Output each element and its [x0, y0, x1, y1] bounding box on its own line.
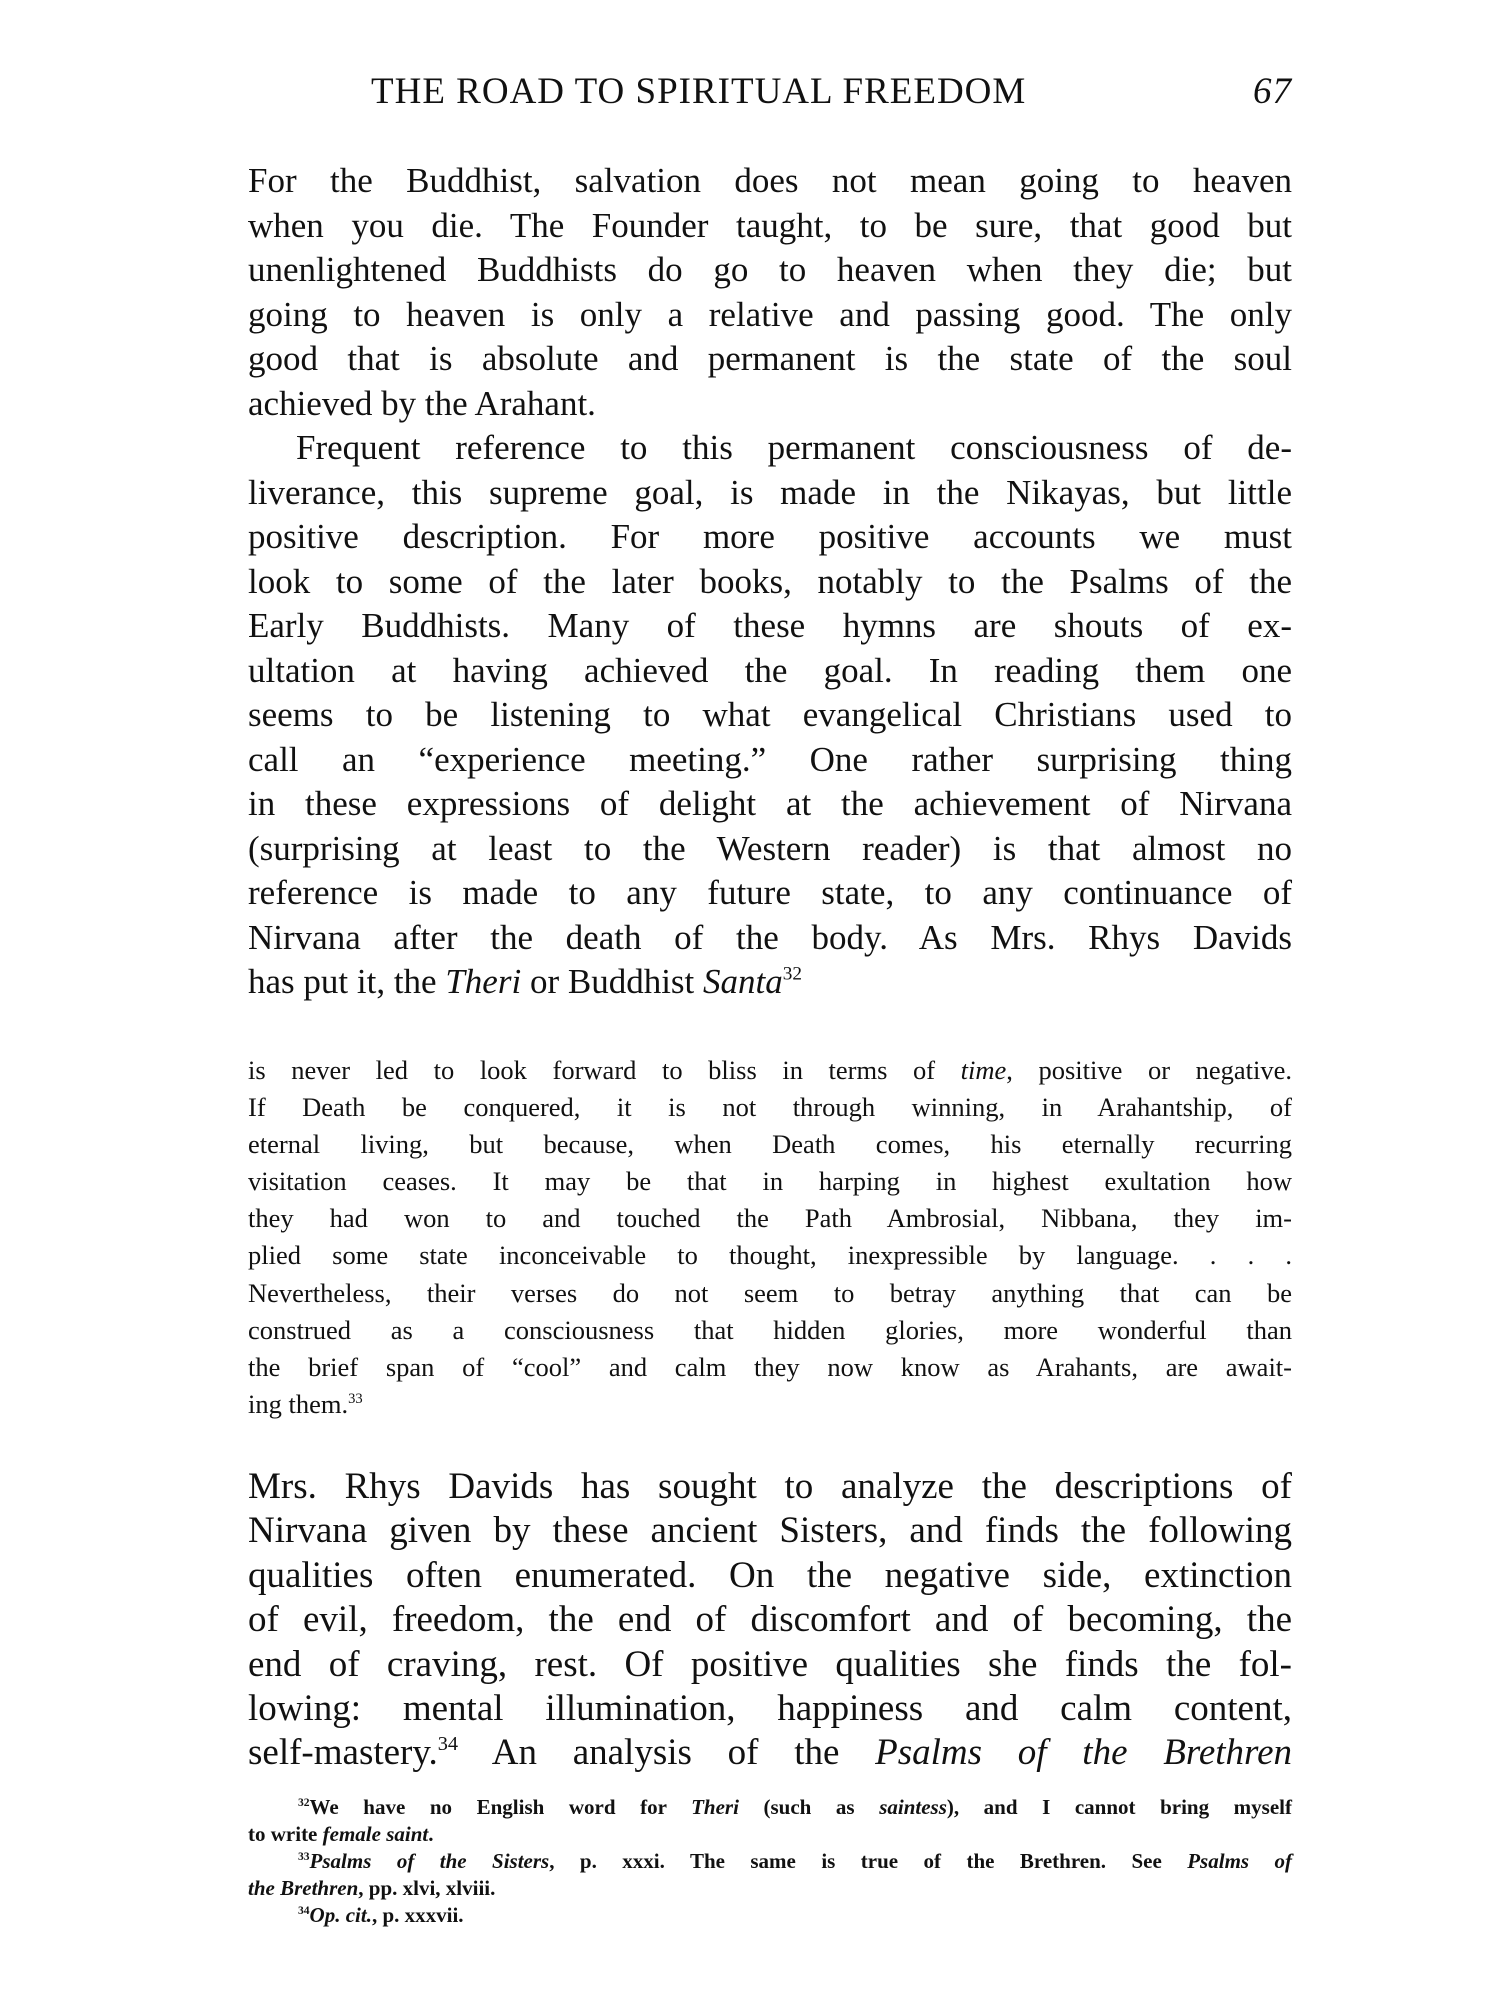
text-run: Frequent reference to this permanent consciousness of de- — [296, 428, 1292, 467]
text-run: For the Buddhist, salvation does not mean going to heaven — [248, 161, 1292, 200]
footnote-ref: 32 — [782, 963, 803, 985]
running-header — [371, 70, 1292, 120]
italic-text: time — [960, 1055, 1007, 1085]
text-run: Nirvana after the death of the body. As Mrs. Rhys Davids — [248, 917, 1292, 957]
text-run: reference is made to any future state, to any continuance of — [248, 873, 1292, 912]
text-line — [248, 1163, 1292, 1200]
page-number: 67 — [1253, 71, 1292, 112]
text-line — [248, 1312, 1292, 1349]
text-run: Early Buddhists. Many of these hymns are shouts of ex- — [248, 606, 1292, 645]
text-line — [248, 382, 1292, 427]
text-line — [248, 248, 1292, 293]
text-run: plied some state inconceivable to thought, inexpressible by language. . . . — [248, 1240, 1292, 1271]
text-line — [248, 604, 1292, 649]
text-run: (surprising at least to the Western reader) is that almost no — [248, 828, 1292, 868]
text-run: ing them. — [248, 1388, 349, 1419]
text-line — [248, 204, 1292, 249]
text-run: of evil, freedom, the end of discomfort and of becoming, the — [248, 1599, 1292, 1641]
text-run: qualities often enumerated. On the negative side, extinction — [248, 1554, 1292, 1596]
text-run: positive description. For more positive accounts we must — [248, 517, 1292, 556]
text-line — [248, 1052, 1292, 1089]
text-run: ), and I cannot bring myself — [946, 1795, 1292, 1819]
text-line — [248, 1089, 1292, 1126]
text-run: liverance, this supreme goal, is made in the Nikayas, but little — [248, 472, 1292, 512]
text-run: Mrs. Rhys Davids has sought to analyze the descriptions of — [248, 1466, 1292, 1507]
text-run: If Death be conquered, it is not through winning, in Arahantship, of — [248, 1092, 1292, 1123]
text-line — [248, 1465, 1292, 1509]
text-run: , positive or negative. — [1006, 1055, 1292, 1085]
text-line — [248, 426, 1292, 471]
text-line — [248, 1237, 1292, 1274]
text-line — [248, 871, 1292, 916]
italic-text: saintess — [879, 1795, 947, 1819]
text-run: going to heaven is only a relative and passing good. The only — [248, 294, 1292, 334]
text-run: We have no English word for — [309, 1795, 692, 1819]
text-line — [248, 1875, 1292, 1902]
footnotes — [248, 1794, 1292, 1929]
text-run: eternal living, but because, when Death comes, his eternally recurring — [248, 1129, 1292, 1160]
text-run: to write — [248, 1822, 323, 1846]
text-line — [248, 560, 1292, 605]
text-line — [248, 1643, 1292, 1687]
text-line — [248, 337, 1292, 382]
italic-text: Santa — [703, 962, 783, 1001]
text-run: Nirvana given by these ancient Sisters, and finds the following — [248, 1510, 1292, 1552]
text-line — [248, 827, 1292, 872]
text-run: . — [428, 1822, 434, 1846]
text-run: when you die. The Founder taught, to be sure, that good but — [248, 205, 1292, 245]
italic-text: Theri — [691, 1795, 739, 1819]
text-run: they had won to and touched the Path Ambrosial, Nibbana, they im- — [248, 1203, 1292, 1234]
text-run: , pp. xlvi, xlviii. — [358, 1876, 496, 1900]
footnote-ref: 33 — [298, 1850, 310, 1863]
footnote-ref: 32 — [298, 1796, 310, 1809]
text-run: or Buddhist — [521, 962, 704, 1001]
text-run: visitation ceases. It may be that in harping in highest exultation how — [248, 1166, 1292, 1197]
text-line — [248, 1794, 1292, 1821]
text-run: Nevertheless, their verses do not seem to betray anything that can be — [248, 1277, 1292, 1308]
text-line — [248, 1509, 1292, 1553]
text-line — [248, 960, 1292, 1005]
text-run: has put it, the — [248, 962, 446, 1001]
text-run: construed as a consciousness that hidden glories, more wonderful than — [248, 1314, 1292, 1345]
text-line — [248, 1386, 1292, 1423]
text-line — [248, 1554, 1292, 1598]
text-line — [248, 1848, 1292, 1875]
italic-text: Psalms of — [1187, 1849, 1293, 1873]
text-run: unenlightened Buddhists do go to heaven when they die; but — [248, 250, 1292, 289]
analysis-paragraph — [248, 1465, 1292, 1776]
text-line — [248, 1902, 1292, 1929]
text-run: self-mastery. — [248, 1732, 438, 1774]
text-run: ultation at having achieved the goal. In reading them one — [248, 650, 1292, 690]
text-line — [248, 293, 1292, 338]
main-paragraphs — [248, 159, 1292, 1005]
text-line — [248, 471, 1292, 516]
text-run: , p. xxxvii. — [371, 1903, 464, 1927]
running-title: THE ROAD TO SPIRITUAL FREEDOM — [371, 71, 1027, 112]
italic-text: Op. cit. — [309, 1903, 372, 1927]
text-run: An analysis of the — [458, 1732, 876, 1774]
italic-text: the Brethren — [248, 1876, 359, 1900]
block-quote — [248, 1052, 1292, 1423]
text-line — [248, 1821, 1292, 1848]
text-run: end of craving, rest. Of positive qualities she finds the fol- — [248, 1643, 1292, 1685]
italic-text: Theri — [445, 962, 522, 1001]
text-run: lowing: mental illumination, happiness and calm content, — [248, 1688, 1292, 1730]
text-line — [248, 1126, 1292, 1163]
text-run: seems to be listening to what evangelical Christians used to — [248, 695, 1292, 734]
italic-text: Psalms of the Sisters — [309, 1849, 550, 1873]
footnote-ref: 34 — [298, 1904, 310, 1917]
text-line — [248, 1349, 1292, 1386]
text-line — [248, 916, 1292, 961]
text-line — [248, 515, 1292, 560]
text-line — [248, 1731, 1292, 1775]
text-line — [248, 693, 1292, 738]
text-line — [248, 1598, 1292, 1642]
text-run: good that is absolute and permanent is the state of the soul — [248, 339, 1292, 378]
text-line — [248, 1687, 1292, 1731]
text-run: is never led to look forward to bliss in terms of — [248, 1055, 961, 1085]
text-line — [248, 1200, 1292, 1237]
text-run: the brief span of “cool” and calm they now know as Arahants, are await- — [248, 1351, 1292, 1382]
text-line — [248, 159, 1292, 204]
footnote-ref: 34 — [437, 1733, 459, 1756]
text-run: achieved by the Arahant. — [248, 383, 596, 423]
text-line — [248, 649, 1292, 694]
text-line — [248, 738, 1292, 783]
text-run: (such as — [738, 1795, 880, 1819]
text-run: , p. xxxi. The same is true of the Brethren. See — [549, 1849, 1188, 1873]
text-line — [248, 782, 1292, 827]
footnote-ref: 33 — [348, 1390, 363, 1407]
text-line — [248, 1275, 1292, 1312]
text-run: call an “experience meeting.” One rather surprising thing — [248, 739, 1292, 779]
text-run: in these expressions of delight at the achievement of Nirvana — [248, 784, 1292, 823]
italic-text: Psalms of the Brethren — [875, 1732, 1292, 1774]
italic-text: female saint — [322, 1822, 429, 1846]
text-run: look to some of the later books, notably to the Psalms of the — [248, 561, 1292, 601]
